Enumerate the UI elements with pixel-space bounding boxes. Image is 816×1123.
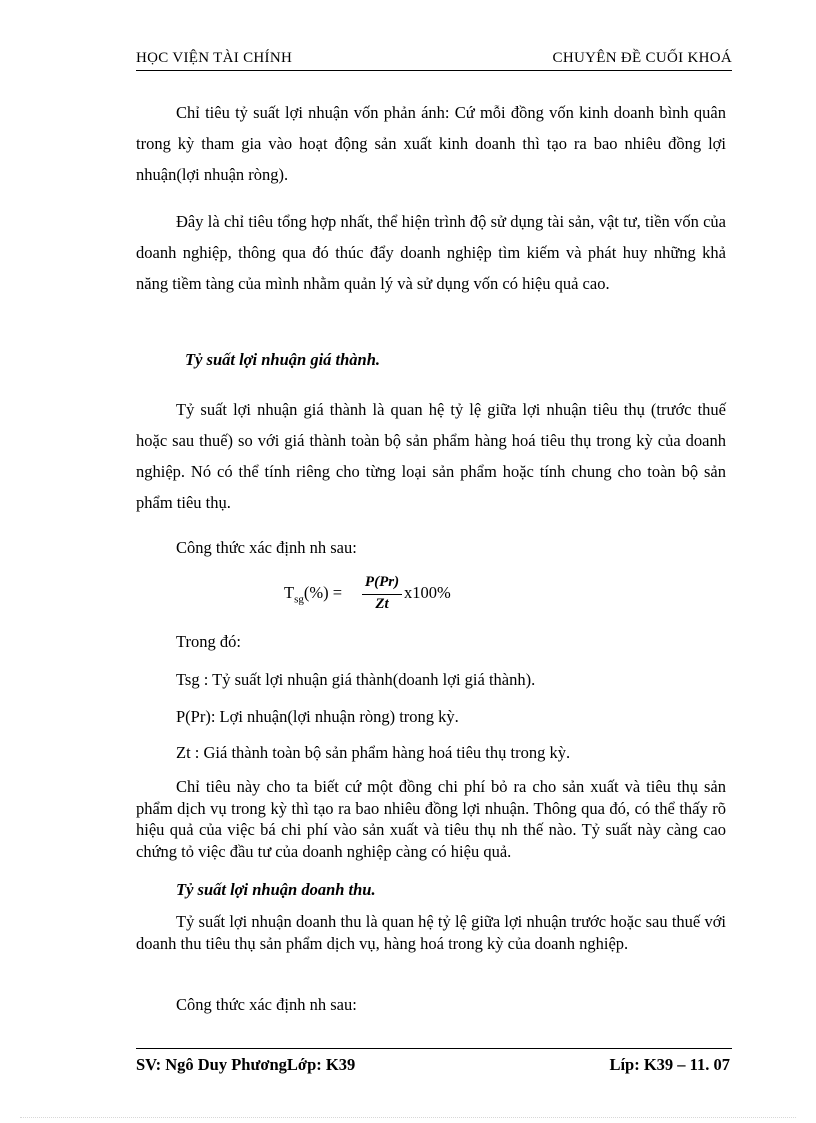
where-label: Trong đó: (176, 632, 241, 651)
paragraph-summary-indicator: Đây là chỉ tiêu tổng hợp nhất, thể hiện trình độ sử dụng tài sản, vật tư, tiền vốn của doanh nghiệp, thông qua đó thúc đẩy doanh nghiệp tìm kiếm và phát huy những khả năng tiềm tàng của mình nhằm quản lý và sử dụng vốn có hiệu quả cao. (136, 212, 726, 293)
header-institution: HỌC VIỆN TÀI CHÍNH (136, 50, 293, 66)
page-header (136, 48, 732, 71)
heading-revenue-profit-rate: Tỷ suất lợi nhuận doanh thu. (176, 880, 376, 899)
formula-denominator: Zt (375, 596, 389, 612)
footer-class: Líp: K39 – 11. 07 (609, 1055, 730, 1074)
formula-lhs: $T_{sg}(\%)$ = (284, 583, 343, 606)
definition-tsg: Tsg : Tỷ suất lợi nhuận giá thành(doanh lợi giá thành). (176, 670, 536, 689)
formula-intro-2: Công thức xác định nh sau: (176, 995, 357, 1014)
formula-intro: Công thức xác định nh sau: (176, 538, 357, 557)
paragraph-cost-profit-definition: Tỷ suất lợi nhuận giá thành là quan hệ tỷ lệ giữa lợi nhuận tiêu thụ (trước thuế hoặc sau thuế) so với giá thành toàn bộ sản phẩm hàng hoá tiêu thụ trong kỳ của doanh nghiệp. Nó có thể tính riêng cho từng loại sản phẩm hoặc tính chung cho toàn bộ sản phẩm tiêu thụ. (136, 400, 726, 512)
page-edge-divider (20, 1117, 796, 1118)
formula-numerator: P(Pr) (364, 574, 400, 590)
paragraph-revenue-profit-definition: Tỷ suất lợi nhuận doanh thu là quan hệ tỷ lệ giữa lợi nhuận trước hoặc sau thuế với doanh thu tiêu thụ sản phẩm dịch vụ, hàng hoá trong kỳ của doanh nghiệp. (136, 912, 726, 953)
fraction-bar (362, 594, 402, 595)
formula-rhs: x100% (404, 583, 451, 602)
header-report-title: CHUYÊN ĐỀ CUỐI KHOÁ (552, 50, 732, 66)
heading-cost-profit-rate: Tỷ suất lợi nhuận giá thành. (185, 350, 381, 369)
footer-divider (136, 1048, 732, 1049)
definition-zt: Zt : Giá thành toàn bộ sản phẩm hàng hoá tiêu thụ trong kỳ. (176, 743, 571, 762)
formula-cost-profit-rate (284, 572, 484, 618)
paragraph-cost-indicator-meaning: Chỉ tiêu này cho ta biết cứ một đồng chi phí bỏ ra cho sản xuất và tiêu thụ sản phẩm dịch vụ trong kỳ thì tạo ra bao nhiêu đồng lợi nhuận. Thông qua đó, có thể thấy rõ hiệu quả của việc bá chi phí vào sản xuất và tiêu thụ nh thế nào. Tỷ suất này càng cao chứng tỏ việc đầu tư của doanh nghiệp càng có hiệu quả. (136, 777, 726, 861)
definition-ppr: P(Pr): Lợi nhuận(lợi nhuận ròng) trong kỳ. (176, 707, 459, 726)
paragraph-capital-profit-rate: Chỉ tiêu tỷ suất lợi nhuận vốn phản ánh: Cứ mỗi đồng vốn kinh doanh bình quân trong kỳ tham gia vào hoạt động sản xuất kinh doanh thì tạo ra bao nhiêu đồng lợi nhuận(lợi nhuận ròng). (136, 103, 726, 184)
footer-student: SV: Ngô Duy PhươngLớp: K39 (136, 1055, 356, 1074)
